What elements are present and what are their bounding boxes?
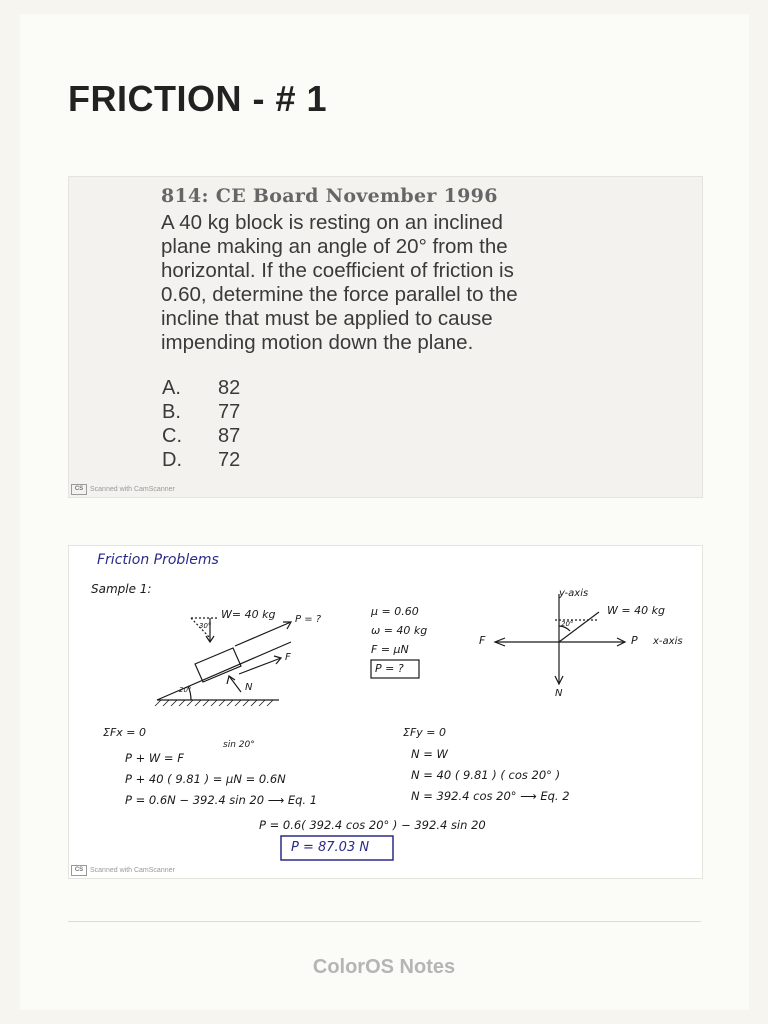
y-axis-label: y-axis [559, 588, 589, 599]
choice-c: C. 87 [162, 425, 241, 447]
answer-choices [162, 377, 240, 473]
footer-divider [68, 921, 701, 922]
scanner-watermark-text: Scanned with CamScanner [90, 486, 175, 493]
sum-fx-equations [125, 748, 317, 811]
friction-force-label: F [285, 652, 291, 663]
problem-heading: 814: CE Board November 1996 [161, 185, 498, 207]
solution-heading: Friction Problems [97, 552, 219, 568]
fy-line: N = 392.4 cos 20° ⟶ Eq. 2 [411, 789, 570, 803]
fbd-angle-label: 20° [561, 620, 574, 628]
sum-fy-equations [411, 744, 570, 807]
fx-line: P + 40 ( 9.81 ) = μN = 0.6N [125, 772, 286, 786]
scanner-watermark-text: Scanned with CamScanner [90, 867, 175, 874]
problem-line: A 40 kg block is resting on an inclined [161, 211, 503, 234]
problem-line: horizontal. If the coefficient of friction is [161, 259, 514, 282]
choice-b: B. 77 [162, 401, 241, 423]
given-unknown: P = ? [375, 662, 404, 675]
fbd-weight-label: W = 40 kg [607, 604, 665, 617]
final-answer: P = 87.03 N [291, 840, 370, 855]
problem-text [161, 211, 681, 355]
sin-note: sin 20° [223, 740, 255, 750]
scanned-problem-image[interactable] [68, 176, 703, 498]
incline-diagram [155, 618, 291, 706]
p-force-label: P = ? [295, 614, 322, 625]
x-axis-label: x-axis [653, 636, 683, 647]
scanner-watermark [71, 484, 175, 495]
problem-line: incline that must be applied to cause [161, 307, 493, 330]
sum-fx-title: ΣFx = 0 [103, 726, 146, 739]
camscanner-icon: CS [71, 484, 87, 495]
fbd-n-label: N [555, 688, 563, 699]
fx-line: P + W = F [125, 751, 184, 765]
fx-line: P = 0.6N − 392.4 sin 20 ⟶ Eq. 1 [125, 793, 318, 807]
given-mu: μ = 0.60 [371, 605, 419, 618]
fbd-p-label: P [631, 634, 638, 647]
scanned-solution-image[interactable] [68, 545, 703, 879]
fy-line: N = W [411, 747, 448, 761]
given-weight: ω = 40 kg [371, 624, 428, 637]
given-friction: F = μN [371, 643, 409, 656]
choice-d: D. 72 [162, 449, 241, 471]
sum-fy-title: ΣFy = 0 [403, 726, 446, 739]
free-body-diagram [495, 594, 625, 684]
normal-force-label: N [245, 682, 253, 693]
problem-line: impending motion down the plane. [161, 331, 474, 354]
angle-30-label: 30° [199, 622, 212, 630]
given-values [371, 602, 427, 678]
problem-line: 0.60, determine the force parallel to the [161, 283, 518, 306]
choice-a: A. 82 [162, 377, 241, 399]
sample-label: Sample 1: [91, 582, 152, 596]
angle-20-label: 20° [179, 686, 192, 694]
fy-line: N = 40 ( 9.81 ) ( cos 20° ) [411, 768, 561, 782]
fbd-f-label: F [479, 634, 486, 647]
weight-label: W= 40 kg [221, 608, 276, 621]
camscanner-icon: CS [71, 865, 87, 876]
scanner-watermark [71, 865, 175, 876]
final-equation: P = 0.6( 392.4 cos 20° ) − 392.4 sin 20 [259, 818, 486, 832]
app-footer-label: ColorOS Notes [312, 956, 456, 978]
problem-line: plane making an angle of 20° from the [161, 235, 508, 258]
note-title: FRICTION - # 1 [68, 78, 328, 119]
